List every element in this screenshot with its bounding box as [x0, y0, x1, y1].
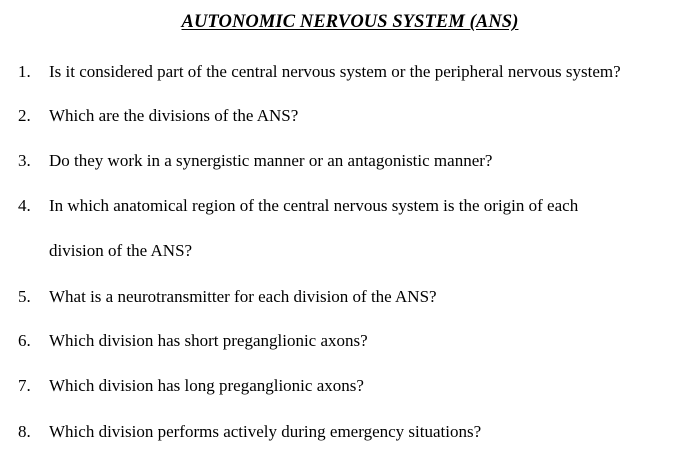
question-1 — [18, 62, 621, 82]
question-5 — [18, 287, 437, 307]
question-number: 7. — [18, 376, 31, 395]
page-title: AUTONOMIC NERVOUS SYSTEM (ANS) — [181, 12, 519, 32]
question-text: Do they work in a synergistic manner or an antagonistic manner? — [49, 151, 493, 170]
question-number: 3. — [18, 151, 31, 170]
question-text: In which anatomical region of the central nervous system is the origin of each — [49, 196, 579, 215]
question-8 — [18, 422, 481, 442]
question-text: Is it considered part of the central nervous system or the peripheral nervous system? — [49, 62, 621, 81]
question-2 — [18, 106, 298, 126]
question-text: Which division has short preganglionic axons? — [49, 331, 368, 350]
question-number: 5. — [18, 287, 31, 306]
question-text: Which division has long preganglionic axons? — [49, 376, 364, 395]
question-number: 8. — [18, 422, 31, 441]
question-6 — [18, 331, 368, 351]
question-text: What is a neurotransmitter for each division of the ANS? — [49, 287, 437, 306]
question-text: Which are the divisions of the ANS? — [49, 106, 299, 125]
question-number: 2. — [18, 106, 31, 125]
question-4-continuation: division of the ANS? — [49, 241, 193, 260]
question-text: Which division performs actively during emergency situations? — [49, 422, 482, 441]
question-number: 1. — [18, 62, 31, 81]
question-4 — [18, 196, 578, 216]
question-number: 4. — [18, 196, 31, 215]
question-number: 6. — [18, 331, 31, 350]
question-7 — [18, 376, 364, 396]
question-3 — [18, 151, 492, 171]
